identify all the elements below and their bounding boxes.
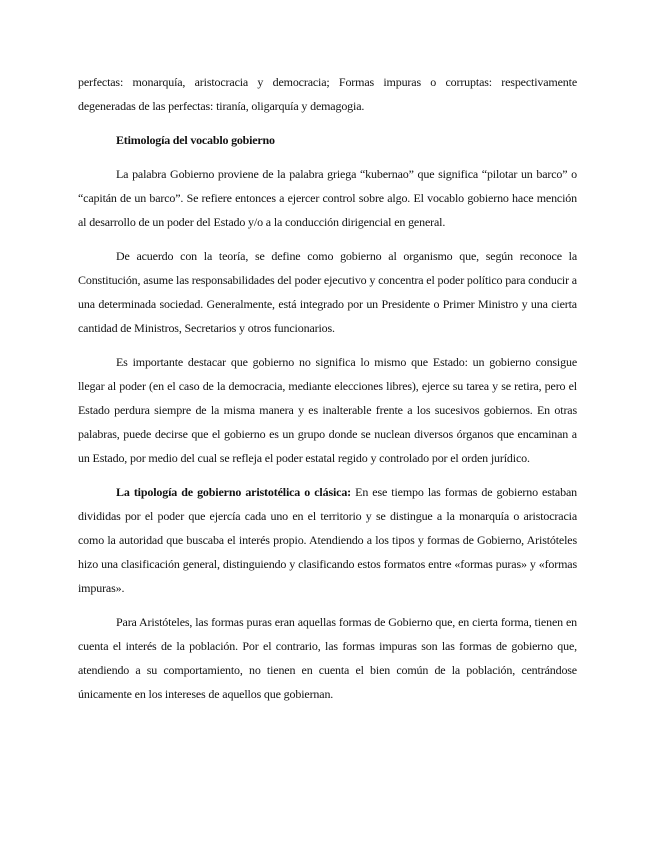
paragraph-definicion: De acuerdo con la teoría, se define como gobierno al organismo que, según reconoce la Constitución, asume las responsabilidades del poder ejecutivo y concentra el poder político para conducir a una determinada sociedad. Generalmente, está integrado por un Presidente o Primer Ministro y una cierta cantidad de Ministros, Secretarios y otros funcionarios. — [78, 249, 577, 335]
paragraph-gobierno-vs-estado: Es importante destacar que gobierno no significa lo mismo que Estado: un gobierno consigue llegar al poder (en el caso de la democracia, mediante elecciones libres), ejerce su tarea y se retira, pero el Estado perdura siempre de la misma manera y es inalterable frente a los sucesivos gobiernos. En otras palabras, puede decirse que el gobierno es un grupo donde se nuclean diversos órganos que encaminan a un Estado, por medio del cual se refleja el poder estatal regido y controlado por el orden jurídico. — [78, 355, 577, 465]
paragraph-tipologia — [78, 480, 577, 600]
paragraph-continuation: perfectas: monarquía, aristocracia y democracia; Formas impuras o corruptas: respectivamente degeneradas de las perfectas: tiranía, oligarquía y demagogia. — [78, 75, 577, 113]
section-heading-etimologia: Etimología del vocablo gobierno — [116, 133, 275, 147]
paragraph-etimologia: La palabra Gobierno proviene de la palabra griega “kubernao” que significa “pilotar un barco” o “capitán de un barco”. Se refiere entonces a ejercer control sobre algo. El vocablo gobierno hace mención al desarrollo de un poder del Estado y/o a la conducción dirigencial en general. — [78, 167, 577, 229]
paragraph-formas-puras: Para Aristóteles, las formas puras eran aquellas formas de Gobierno que, en cierta forma, tienen en cuenta el interés de la población. Por el contrario, las formas impuras son las formas de gobierno que, atendiendo a su comportamiento, no tienen en cuenta el bien común de la población, centrándose únicamente en los intereses de aquellos que gobiernan. — [78, 615, 577, 701]
tipologia-heading-inline: La tipología de gobierno aristotélica o clásica: — [116, 485, 352, 499]
tipologia-text: En ese tiempo las formas de gobierno estaban divididas por el poder que ejercía cada uno en el territorio y se distingue a la monarquía o aristocracia como la autoridad que buscaba el interés propio. Atendiendo a los tipos y formas de Gobierno, Aristóteles hizo una clasificación general, distinguiendo y clasificando estos formatos entre «formas puras» y «formas impuras». — [78, 485, 577, 595]
